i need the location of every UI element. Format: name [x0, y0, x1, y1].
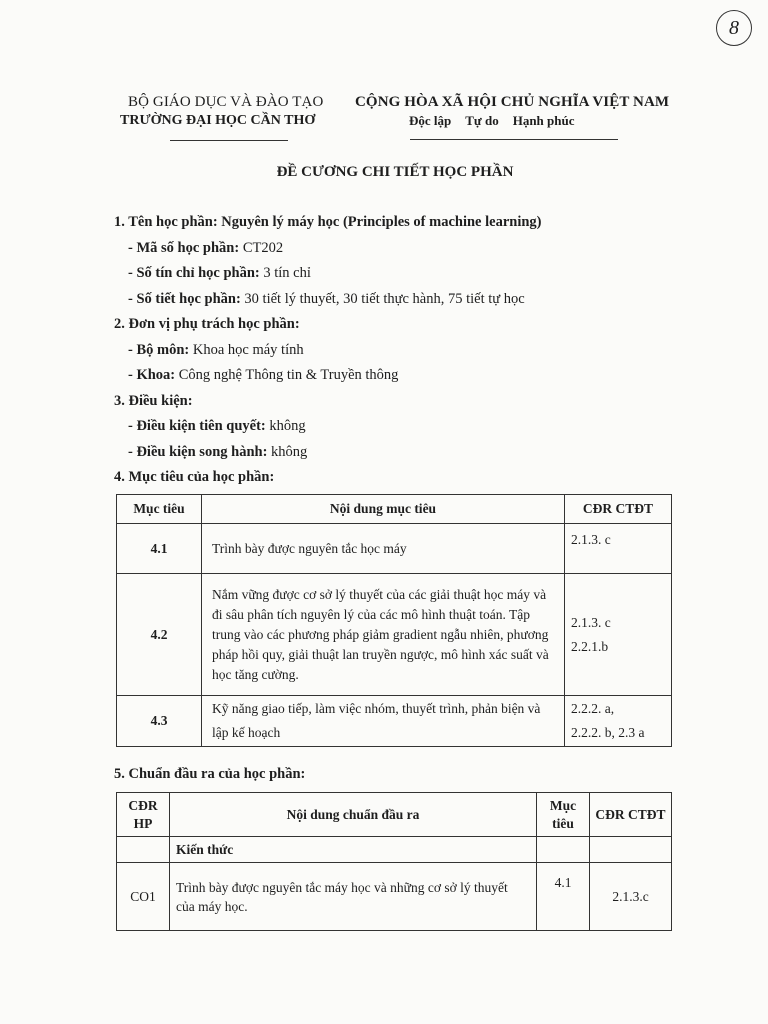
objective-cdr: 2.2.2. a, 2.2.2. b, 2.3 a — [565, 696, 672, 747]
table-row — [117, 574, 672, 696]
objective-content: Nắm vững được cơ sở lý thuyết của các giải thuật học máy và đi sâu phân tích nguyên lý của các mô hình thuật toán. Tập trung vào các phương pháp giảm gradient ngẫu nhiên, phương pháp hồi quy, giải thuật lan truyền ngược, mô hình xác suất và học tăng cường. — [202, 574, 565, 696]
objective-cdr: 2.1.3. c — [565, 524, 672, 574]
outcome-id: CO1 — [117, 863, 170, 931]
table-row — [117, 524, 672, 574]
outcome-cdr: 2.1.3.c — [590, 863, 672, 931]
motto-1: Độc lập — [409, 113, 452, 128]
table-row — [117, 863, 672, 931]
course-code: - Mã số học phần: CT202 — [128, 239, 284, 256]
section-3-heading: 3. Điều kiện: — [114, 392, 193, 409]
country-name: CỘNG HÒA XÃ HỘI CHỦ NGHĨA VIỆT NAM — [355, 94, 670, 110]
outcome-content: Trình bày được nguyên tắc máy học và những cơ sở lý thuyết của máy học. — [170, 863, 537, 931]
course-periods: - Số tiết học phần: 30 tiết lý thuyết, 30 tiết thực hành, 75 tiết tự học — [128, 290, 525, 307]
outcome-objective: 4.1 — [537, 863, 590, 931]
corequisite: - Điều kiện song hành: không — [128, 443, 308, 460]
column-header: Mục tiêu — [537, 793, 590, 837]
outcomes-table — [116, 792, 672, 931]
table-row — [117, 696, 672, 747]
group-row — [117, 837, 672, 863]
prerequisite: - Điều kiện tiên quyết: không — [128, 418, 306, 434]
department: - Bộ môn: Khoa học máy tính — [128, 341, 304, 358]
motto-3: Hạnh phúc — [512, 113, 575, 128]
header-left-underline — [170, 140, 288, 141]
objective-id: 4.3 — [117, 696, 202, 747]
document-title: ĐỀ CƯƠNG CHI TIẾT HỌC PHẦN — [276, 164, 514, 180]
objective-id: 4.2 — [117, 574, 202, 696]
course-info — [114, 214, 674, 495]
column-header: CĐR CTĐT — [590, 793, 672, 837]
section-2-heading: 2. Đơn vị phụ trách học phần: — [114, 316, 300, 332]
section-5-heading: 5. Chuẩn đầu ra của học phần: — [114, 766, 306, 782]
objective-cdr: 2.1.3. c 2.2.1.b — [565, 574, 672, 696]
objective-content: Kỹ năng giao tiếp, làm việc nhóm, thuyết trình, phản biện và lập kế hoạch — [202, 696, 565, 747]
column-header: CĐR HP — [117, 793, 170, 837]
course-credits: - Số tín chỉ học phần: 3 tín chỉ — [128, 265, 311, 281]
university-name: TRƯỜNG ĐẠI HỌC CẦN THƠ — [120, 113, 316, 128]
motto — [409, 113, 685, 129]
column-header: Mục tiêu — [117, 495, 202, 524]
header-right — [355, 94, 685, 129]
column-header: Nội dung mục tiêu — [202, 495, 565, 524]
ministry-name: BỘ GIÁO DỤC VÀ ĐÀO TẠO — [128, 94, 324, 110]
objectives-table — [116, 494, 672, 747]
objective-content: Trình bày được nguyên tắc học máy — [202, 524, 565, 574]
section-1-heading: 1. Tên học phần: Nguyên lý máy học (Principles of machine learning) — [114, 214, 542, 230]
objective-id: 4.1 — [117, 524, 202, 574]
page-number: 8 — [716, 10, 752, 46]
table-header-row — [117, 495, 672, 524]
column-header: Nội dung chuẩn đầu ra — [170, 793, 537, 837]
header-left — [120, 94, 348, 129]
column-header: CĐR CTĐT — [565, 495, 672, 524]
header-right-underline — [410, 139, 618, 140]
faculty: - Khoa: Công nghệ Thông tin & Truyền thông — [128, 367, 399, 383]
group-label: Kiến thức — [170, 837, 537, 863]
table-header-row — [117, 793, 672, 837]
motto-2: Tự do — [465, 113, 499, 128]
section-4-heading: 4. Mục tiêu của học phần: — [114, 469, 275, 485]
